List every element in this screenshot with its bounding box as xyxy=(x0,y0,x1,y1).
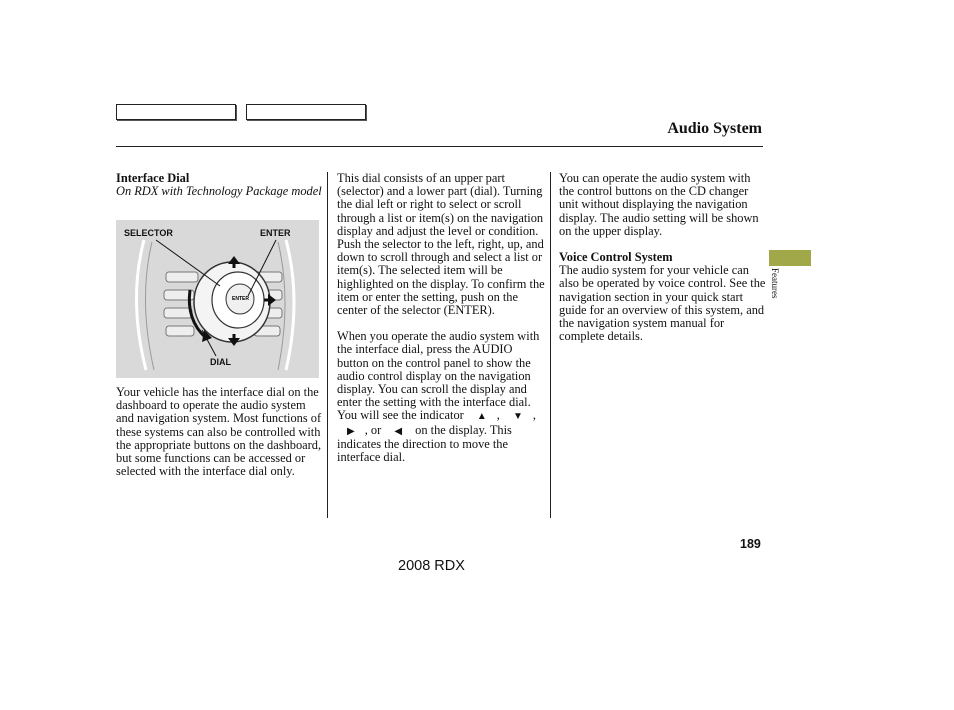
column-2 xyxy=(337,172,545,464)
interface-dial-illustration xyxy=(116,220,319,378)
footer-model: 2008 RDX xyxy=(398,558,465,574)
arrow-left-icon: ◀ xyxy=(394,425,403,437)
interface-dial-figure xyxy=(116,220,319,378)
audio-operation-text-pre: When you operate the audio system with the interface dial, press the AUDIO button on the control panel to show the audio control display on the navigation display. You can scroll the display and enter the setting with the interface dial. You will see the indicator xyxy=(337,329,540,423)
title-rule xyxy=(116,146,763,147)
nav-tab-1[interactable] xyxy=(116,104,236,120)
interface-dial-heading: Interface Dial xyxy=(116,171,190,185)
nav-tab-2[interactable] xyxy=(246,104,366,120)
comma-1: , xyxy=(496,408,500,423)
features-tab xyxy=(769,250,811,266)
column-3 xyxy=(559,172,767,343)
arrow-up-icon: ▲ xyxy=(476,411,487,423)
voice-control-text: The audio system for your vehicle can also be operated by voice control. See the navigation section in your quick start guide for an overview of this system, and the navigation system manual for complete details. xyxy=(559,263,766,344)
arrow-right-icon: ▶ xyxy=(347,425,355,437)
column-divider-2 xyxy=(550,172,551,518)
audio-operation-text xyxy=(337,330,545,464)
page-number: 189 xyxy=(740,537,761,551)
comma-3: , xyxy=(364,422,368,437)
arrow-down-icon: ▼ xyxy=(513,411,523,423)
or-text: or xyxy=(370,422,382,437)
knob-enter-text: ENTER xyxy=(232,296,249,302)
voice-control-heading: Voice Control System xyxy=(559,250,673,265)
comma-2: , xyxy=(532,408,537,423)
cd-changer-text: You can operate the audio system with the control buttons on the CD changer unit without displaying the navigation display. The audio setting will be shown on the upper display. xyxy=(559,171,759,238)
interface-dial-body: Your vehicle has the interface dial on the dashboard to operate the audio system and navigation system. Most functions of these systems can also be controlled with the appropriate buttons on the dashboard, but some functions can be accessed or selected with the interface dial only. xyxy=(116,385,322,479)
interface-dial-subheading: On RDX with Technology Package model xyxy=(116,184,322,199)
dial-description: This dial consists of an upper part (selector) and a lower part (dial). Turning the dial left or right to select or scroll through a list or item(s) on the navigation display and adjust the level or condition. Push the selector to the left, right, up, and down to scroll through and select a list or item(s). The selected item will be highlighted on the display. To confirm the item or enter the setting, push on the center of the selector (ENTER). xyxy=(337,171,545,318)
enter-label: ENTER xyxy=(260,228,291,238)
column-divider-1 xyxy=(327,172,328,518)
page-title: Audio System xyxy=(667,120,762,137)
audio-operation-text-post: on the display. This indicates the direction to move the interface dial. xyxy=(337,422,512,465)
dial-label: DIAL xyxy=(210,357,231,367)
selector-label: SELECTOR xyxy=(124,228,173,238)
features-label: Features xyxy=(770,268,780,299)
